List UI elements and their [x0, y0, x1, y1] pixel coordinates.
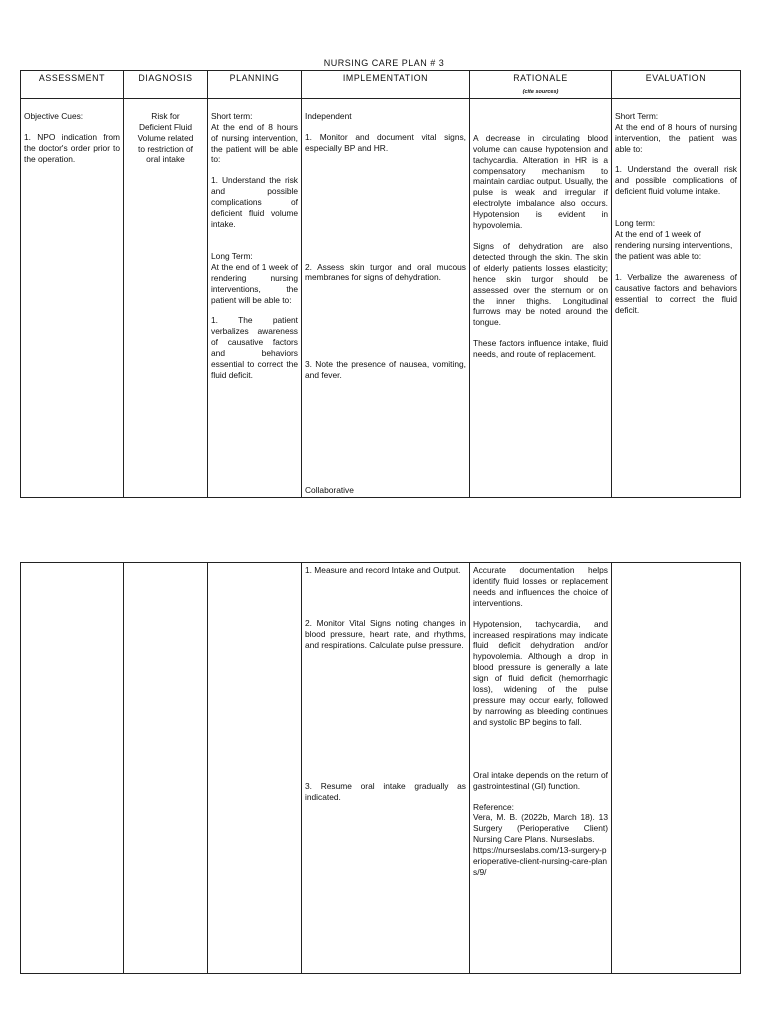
- evaluation-cell-empty: [612, 563, 741, 974]
- reference-label: Reference:: [473, 801, 514, 812]
- implementation-item-3: 3. Resume oral intake gradually as indicated.: [305, 780, 466, 802]
- planning-short-text: At the end of 8 hours of nursing intervention, the patient will be able to:: [211, 121, 298, 165]
- rationale-2: Hypotension, tachycardia, and increased respirations may indicate fluid deficit dehydration and/or hypovolemia. Although a drop in blood pressure is generally a late sign of fluid deficit (hemorrhagic loss), widening of the pulse pressure may occur early, followed by narrowing as bleeding continues and systolic BP begins to fall.: [473, 618, 608, 727]
- diagnosis-text: Risk for Deficient Fluid Volume related to restriction of oral intake: [137, 110, 194, 165]
- planning-cell: [208, 98, 302, 497]
- assessment-label: Objective Cues:: [24, 110, 84, 121]
- evaluation-short-text: At the end of 8 hours of nursing intervention, the patient was able to:: [615, 121, 737, 154]
- reference-text: Vera, M. B. (2022b, March 18). 13 Surgery (Perioperative Client) Nursing Care Plans. Nurseslabs.: [473, 812, 608, 845]
- header-row: [21, 71, 741, 99]
- implementation-collaborative-label: Collaborative: [305, 484, 354, 495]
- planning-cell-empty: [208, 563, 302, 974]
- header-rationale-note: (cite sources): [522, 88, 559, 95]
- rationale-1: A decrease in circulating blood volume can cause hypotension and tachycardia. Alteration in HR is a compensatory mechanism to maintain cardiac output. Usually, the pulse is weak and irregular if electrolyte imbalance also occurs. Hypotension is evident in hypovolemia.: [473, 132, 608, 231]
- implementation-item-2: 2. Assess skin turgor and oral mucous membranes for signs of dehydration.: [305, 261, 466, 283]
- evaluation-short-item: 1. Understand the overall risk and possible complications of deficient fluid volume intake.: [615, 164, 737, 197]
- evaluation-short-label: Short Term:: [615, 110, 659, 121]
- assessment-cell-empty: [21, 563, 124, 974]
- assessment-cell: [21, 98, 124, 497]
- diagnosis-cell: [124, 98, 208, 497]
- table-row: [21, 98, 741, 497]
- rationale-cell: [470, 98, 612, 497]
- header-diagnosis: DIAGNOSIS: [124, 71, 208, 99]
- evaluation-cell: [612, 98, 741, 497]
- rationale-2: Signs of dehydration are also detected through the skin. The skin of elderly patients losses elasticity; hence skin turgor should be assessed over the sternum or on the inner thighs. Longitudinal furrows may be noted around the tongue.: [473, 240, 608, 328]
- evaluation-long-item: 1. Verbalize the awareness of causative factors and behaviors essential to correct the fluid deficit.: [615, 271, 737, 315]
- diagnosis-cell-empty: [124, 563, 208, 974]
- implementation-cell: [302, 563, 470, 974]
- header-rationale-label: RATIONALE: [513, 73, 568, 83]
- table-row: [21, 563, 741, 974]
- evaluation-long-text: At the end of 1 week of rendering nursing interventions, the patient was able to:: [615, 229, 733, 261]
- planning-long-text: At the end of 1 week of rendering nursing interventions, the patient will be able to:: [211, 261, 298, 305]
- rationale-3: Oral intake depends on the return of gastrointestinal (GI) function.: [473, 769, 608, 791]
- reference-url[interactable]: https://nurseslabs.com/13-surgery-perioperative-client-nursing-care-plans/9/: [473, 845, 608, 877]
- page-title: NURSING CARE PLAN # 3: [323, 58, 445, 68]
- rationale-3: These factors influence intake, fluid needs, and route of replacement.: [473, 338, 608, 360]
- implementation-item-1: 1. Monitor and document vital signs, especially BP and HR.: [305, 131, 466, 153]
- header-planning: PLANNING: [208, 71, 302, 99]
- rationale-1: Accurate documentation helps identify fluid losses or replacement needs and influences the choice of interventions.: [473, 565, 608, 608]
- implementation-item-2: 2. Monitor Vital Signs noting changes in blood pressure, heart rate, and rhythms, and respirations. Calculate pulse pressure.: [305, 617, 466, 650]
- header-rationale: [470, 71, 612, 99]
- implementation-independent-label: Independent: [305, 110, 352, 121]
- assessment-item: 1. NPO indication from the doctor's order prior to the operation.: [24, 131, 120, 164]
- header-evaluation: EVALUATION: [612, 71, 741, 99]
- planning-short-item: 1. Understand the risk and possible complications of deficient fluid volume intake.: [211, 175, 298, 229]
- evaluation-long-label: Long term:: [615, 218, 656, 229]
- planning-long-label: Long Term:: [211, 250, 253, 261]
- care-plan-table-2: [20, 562, 741, 974]
- rationale-cell: [470, 563, 612, 974]
- header-assessment: ASSESSMENT: [21, 71, 124, 99]
- implementation-cell: [302, 98, 470, 497]
- planning-long-item: 1. The patient verbalizes awareness of causative factors and behaviors essential to correct the fluid deficit.: [211, 315, 298, 380]
- header-implementation: IMPLEMENTATION: [302, 71, 470, 99]
- implementation-item-1: 1. Measure and record Intake and Output.: [305, 565, 461, 575]
- planning-short-label: Short term:: [211, 110, 253, 121]
- care-plan-table-1: [20, 70, 741, 498]
- implementation-item-3: 3. Note the presence of nausea, vomiting, and fever.: [305, 359, 466, 381]
